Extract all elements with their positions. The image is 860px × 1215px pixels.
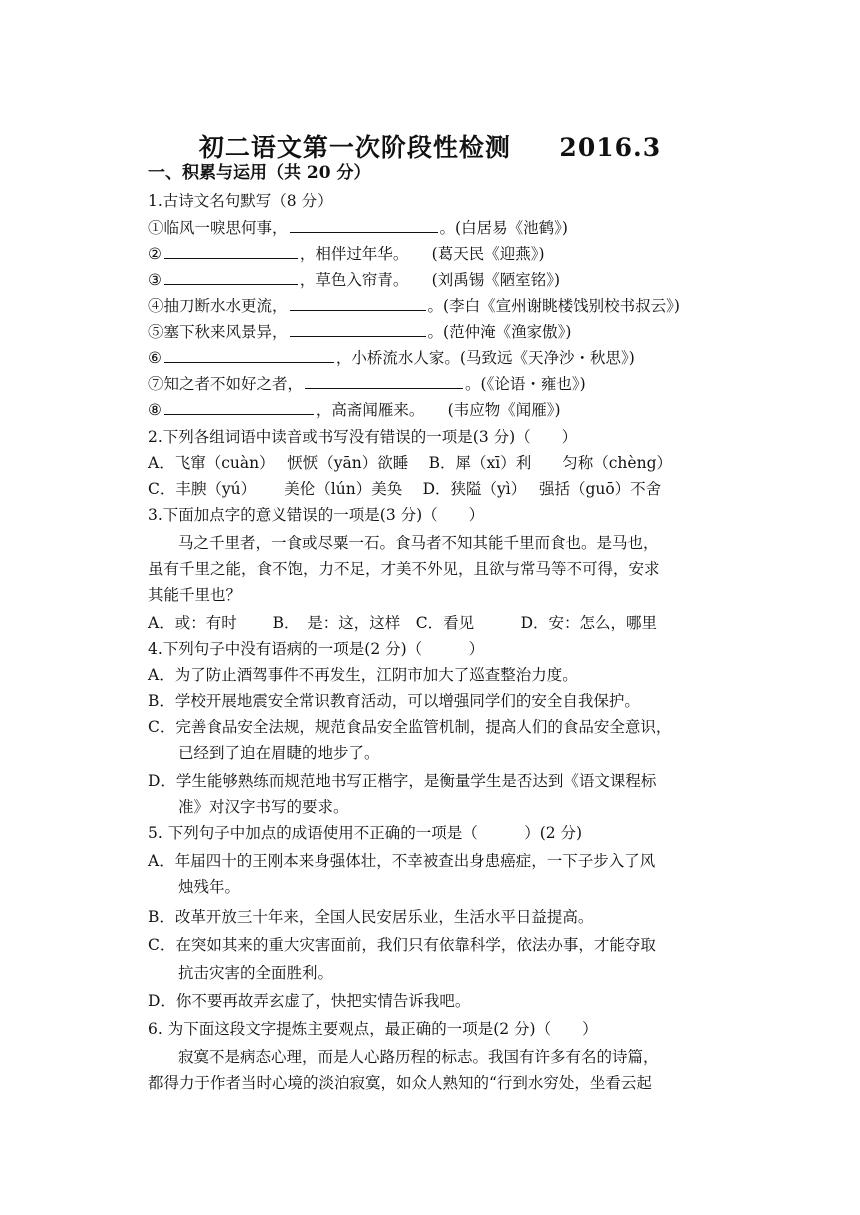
q3-options: A．或：有时 B． 是：这，这样 C．看见 D．安：怎么，哪里 — [148, 614, 658, 632]
q5-option-d: D．你不要再故弄玄虚了，快把实情告诉我吧。 — [148, 992, 471, 1010]
q4-option-c-cont: 已经到了迫在眉睫的地步了。 — [178, 744, 380, 762]
q5-option-b: B．改革开放三十年来，全国人民安居乐业，生活水平日益提高。 — [148, 908, 594, 926]
q1-stem: 1.古诗文名句默写（8 分） — [148, 192, 333, 210]
q5-option-c-cont: 抗击灾害的全面胜利。 — [178, 964, 334, 982]
answer-blank[interactable] — [290, 294, 426, 311]
title-date: 2016.3 — [559, 133, 662, 162]
q4-stem: 4.下列句子中没有语病的一项是(2 分)（ ） — [148, 640, 485, 658]
q6-stem: 6. 为下面这段文字提炼主要观点，最正确的一项是(2 分)（ ） — [148, 1020, 598, 1038]
q4-option-d-cont: 准》对汉字书写的要求。 — [178, 798, 349, 816]
q3-passage-line-1: 马之千里者，一食或尽粟一石。食马者不知其能千里而食也。是马也， — [178, 534, 659, 552]
q1-item-5: ⑤塞下秋来风景异， 。(范仲淹《渔家傲》) — [148, 320, 718, 343]
q1-item-7: ⑦知之者不如好之者， 。(《论语・雍也》) — [148, 372, 718, 395]
exam-title — [0, 128, 860, 164]
q3-passage-line-3: 其能千里也？ — [148, 586, 242, 604]
q6-passage-line-1: 寂寞不是病态心理，而是人心路历程的标志。我国有许多有名的诗篇， — [178, 1048, 659, 1066]
q1-item-4: ④抽刀断水水更流， 。(李白《宣州谢眺楼饯别校书叔云》) — [148, 294, 718, 317]
answer-blank[interactable] — [164, 346, 334, 363]
answer-blank[interactable] — [164, 268, 298, 285]
section-heading: 一、积累与运用（共 20 分） — [148, 163, 371, 183]
answer-blank[interactable] — [305, 372, 463, 389]
q3-passage-line-2: 虽有千里之能，食不饱，力不足，才美不外见，且欲与常马等不可得，安求 — [148, 560, 660, 578]
q2-options-ab: A．飞窜（cuàn） 恹恹（yān）欲睡 B．犀（xī）利 匀称（chèng） — [148, 454, 672, 472]
q2-options-cd: C．丰腴（yú） 美伦（lún）美奂 D．狭隘（yì） 强括（guō）不舍 — [148, 480, 662, 498]
answer-blank[interactable] — [290, 216, 438, 233]
q4-option-c: C．完善食品安全法规，规范食品安全监管机制，提高人们的食品安全意识， — [148, 718, 672, 736]
answer-blank[interactable] — [290, 320, 426, 337]
q4-option-b: B．学校开展地震安全常识教育活动，可以增强同学们的安全自我保护。 — [148, 692, 640, 710]
q1-item-1: ①临风一唳思何事， 。(白居易《池鹤》) — [148, 216, 718, 239]
answer-blank[interactable] — [164, 398, 314, 415]
q1-item-3: ③ ，草色入帘青。 (刘禹锡《陋室铭》) — [148, 268, 718, 291]
q2-stem: 2.下列各组词语中读音或书写没有错误的一项是(3 分)（ ） — [148, 428, 578, 446]
answer-blank[interactable] — [164, 242, 298, 259]
q4-option-a: A．为了防止酒驾事件不再发生，江阴市加大了巡查整治力度。 — [148, 666, 578, 684]
q1-item-2: ② ，相伴过年华。 (葛天民《迎燕》) — [148, 242, 718, 265]
title-text: 初二语文第一次阶段性检测 — [198, 133, 511, 162]
q5-stem: 5. 下列句子中加点的成语使用不正确的一项是（ ）(2 分) — [148, 824, 583, 842]
q4-option-d: D．学生能够熟练而规范地书写正楷字，是衡量学生是否达到《语文课程标 — [148, 772, 657, 790]
q5-option-a-cont: 烛残年。 — [178, 878, 241, 896]
q5-option-c: C．在突如其来的重大灾害面前，我们只有依靠科学，依法办事，才能夺取 — [148, 936, 656, 954]
q1-item-6: ⑥ ，小桥流水人家。(马致远《天净沙・秋思》) — [148, 346, 718, 369]
q5-option-a: A．年届四十的王刚本来身强体壮，不幸被查出身患癌症，一下子步入了风 — [148, 852, 656, 870]
q6-passage-line-2: 都得力于作者当时心境的淡泊寂寞，如众人熟知的“行到水穷处，坐看云起 — [148, 1074, 652, 1092]
q1-item-8: ⑧ ，高斋闻雁来。 (韦应物《闻雁》) — [148, 398, 718, 421]
q3-stem: 3.下面加点字的意义错误的一项是(3 分)（ ） — [148, 506, 485, 524]
